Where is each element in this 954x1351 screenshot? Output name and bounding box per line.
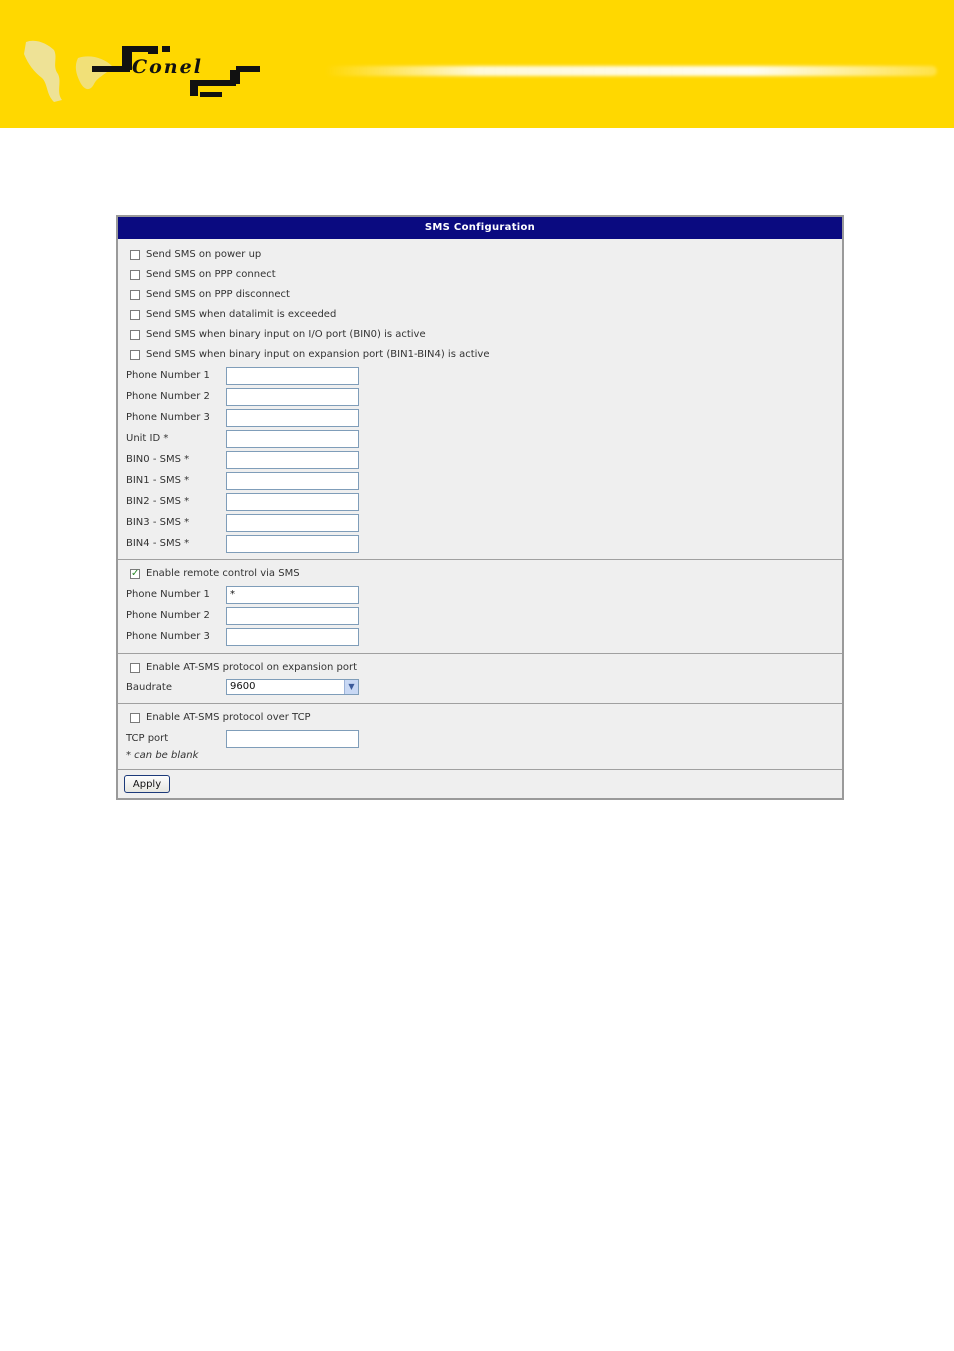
field-label: Phone Number 2 — [126, 391, 210, 402]
logo-wordmark: Conel — [132, 56, 203, 78]
bin4-sms-input[interactable] — [226, 535, 359, 553]
chevron-down-icon[interactable]: ▼ — [344, 680, 358, 694]
section-divider — [118, 703, 842, 704]
checkbox-label: Send SMS when binary input on expansion port (BIN1-BIN4) is active — [146, 349, 490, 360]
section-divider — [118, 769, 842, 770]
bin0-sms-input[interactable] — [226, 451, 359, 469]
bin2-sms-input[interactable] — [226, 493, 359, 511]
checkbox-label: Enable remote control via SMS — [146, 568, 300, 579]
field-label: Unit ID * — [126, 433, 169, 444]
baudrate-value: 9600 — [230, 681, 256, 692]
sms-phone-number-1-input[interactable] — [226, 367, 359, 385]
field-label: Phone Number 2 — [126, 610, 210, 621]
field-label: BIN3 - SMS * — [126, 517, 190, 528]
baudrate-select[interactable] — [226, 679, 359, 695]
checkbox-remote-control[interactable] — [130, 569, 140, 579]
field-label: BIN2 - SMS * — [126, 496, 190, 507]
checkbox-label: Send SMS on PPP disconnect — [146, 289, 290, 300]
field-label: Phone Number 3 — [126, 412, 210, 423]
field-label: Phone Number 3 — [126, 631, 210, 642]
checkbox-label: Send SMS on power up — [146, 249, 262, 260]
checkbox-bin0[interactable] — [130, 330, 140, 340]
checkbox-at-sms-expansion[interactable] — [130, 663, 140, 673]
checkbox-label: Enable AT-SMS protocol over TCP — [146, 712, 311, 723]
field-label: Phone Number 1 — [126, 370, 210, 381]
remote-phone-number-1-input[interactable]: * — [226, 586, 359, 604]
checkbox-ppp-disconnect[interactable] — [130, 290, 140, 300]
section-divider — [118, 559, 842, 560]
bin3-sms-input[interactable] — [226, 514, 359, 532]
field-label: TCP port — [126, 733, 169, 744]
checkbox-ppp-connect[interactable] — [130, 270, 140, 280]
field-label: BIN4 - SMS * — [126, 538, 190, 549]
field-label: Phone Number 1 — [126, 589, 210, 600]
tcp-port-input[interactable] — [226, 730, 359, 748]
unit-id-input[interactable] — [226, 430, 359, 448]
checkbox-label: Send SMS when datalimit is exceeded — [146, 309, 337, 320]
panel-title: SMS Configuration — [118, 217, 842, 239]
checkbox-label: Send SMS when binary input on I/O port (BIN0) is active — [146, 329, 426, 340]
field-label: BIN1 - SMS * — [126, 475, 190, 486]
checkbox-datalimit[interactable] — [130, 310, 140, 320]
checkbox-at-sms-tcp[interactable] — [130, 713, 140, 723]
sms-configuration-panel — [116, 215, 844, 800]
section-divider — [118, 653, 842, 654]
checkbox-label: Send SMS on PPP connect — [146, 269, 276, 280]
field-label: Baudrate — [126, 682, 172, 693]
blank-note: * can be blank — [126, 750, 199, 761]
banner-light-streak — [325, 66, 937, 76]
field-label: BIN0 - SMS * — [126, 454, 190, 465]
sms-phone-number-2-input[interactable] — [226, 388, 359, 406]
header-banner — [0, 0, 954, 128]
apply-button[interactable]: Apply — [124, 775, 170, 793]
remote-phone-number-2-input[interactable] — [226, 607, 359, 625]
checkbox-bin1-bin4[interactable] — [130, 350, 140, 360]
checkbox-power-up[interactable] — [130, 250, 140, 260]
sms-phone-number-3-input[interactable] — [226, 409, 359, 427]
remote-phone-number-3-input[interactable] — [226, 628, 359, 646]
checkbox-label: Enable AT-SMS protocol on expansion port — [146, 662, 358, 673]
bin1-sms-input[interactable] — [226, 472, 359, 490]
